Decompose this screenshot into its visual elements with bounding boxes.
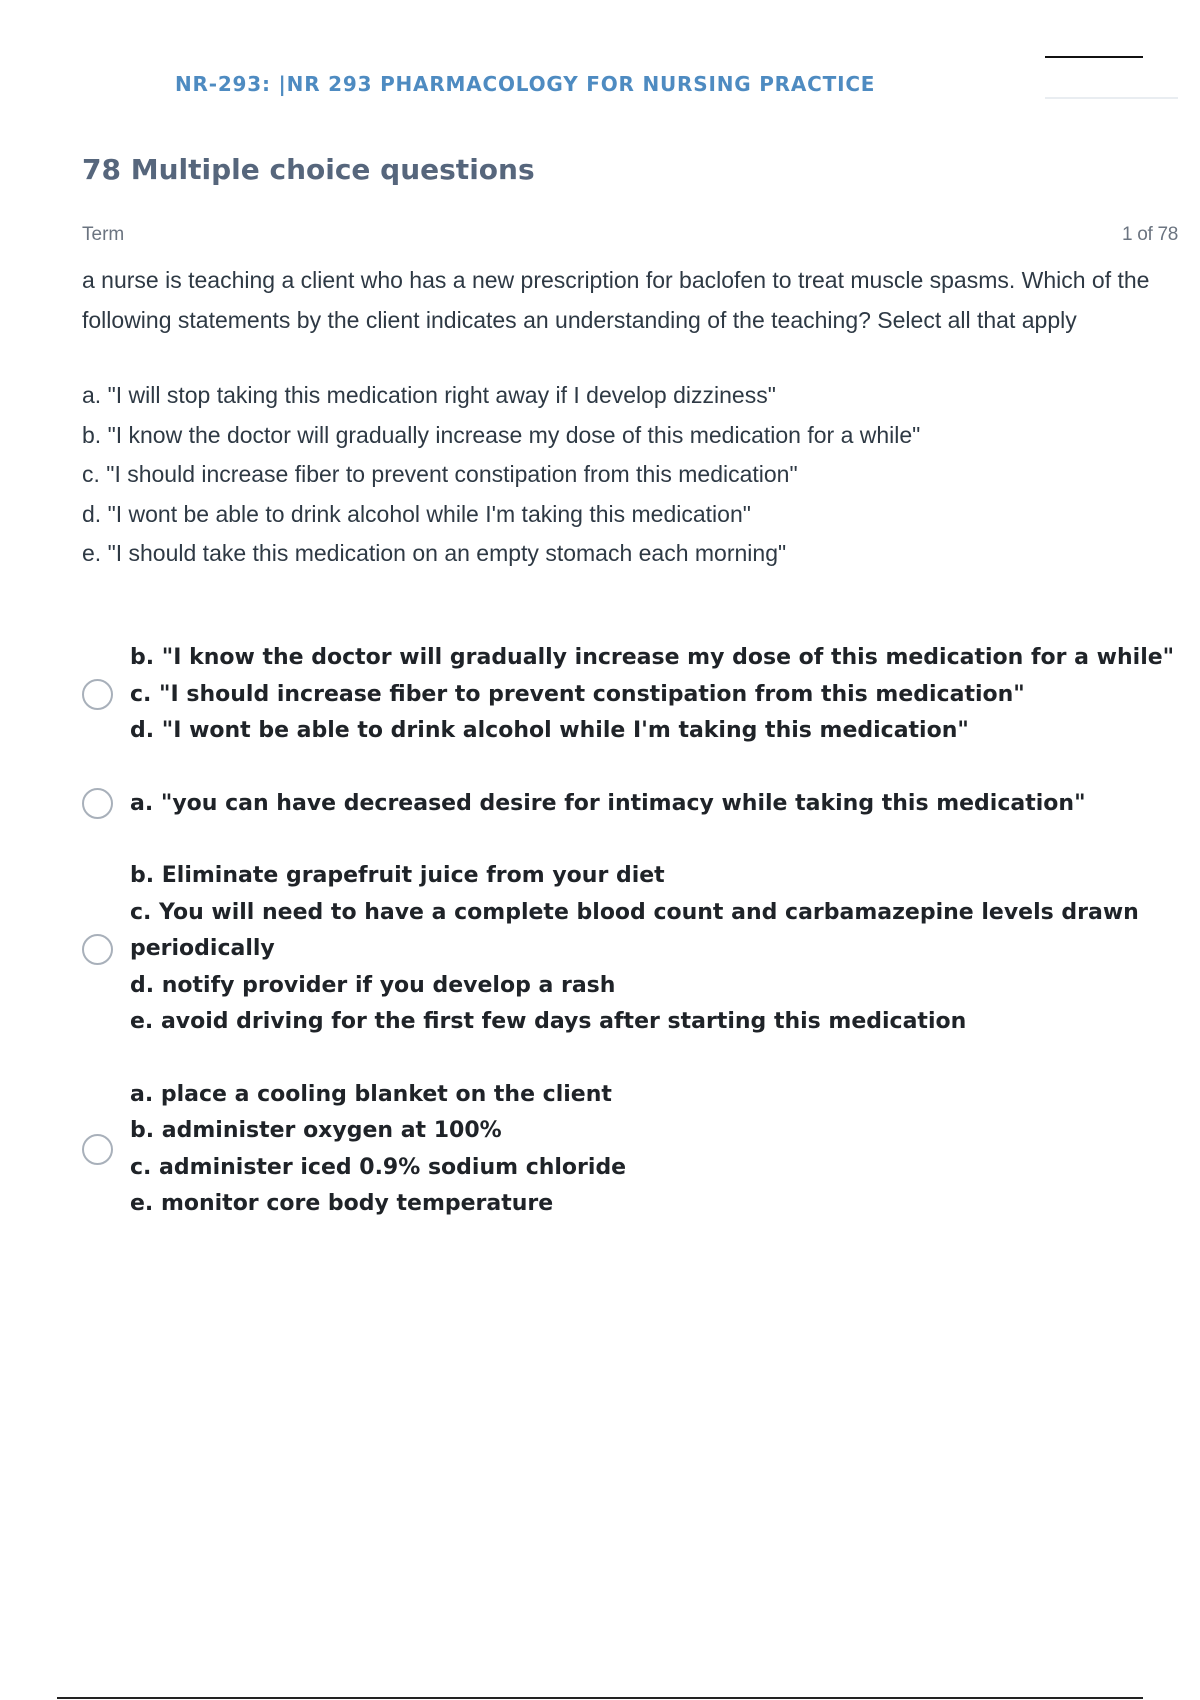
question-text: a nurse is teaching a client who has a new prescription for baclofen to treat muscle spasms. Which of the following statements by the client indicates an understanding of the teaching? Select all that apply	[82, 267, 1150, 333]
term-row	[82, 224, 1178, 254]
header-rule-faint	[1045, 97, 1178, 99]
term-label: Term	[82, 224, 125, 245]
answer-line: c. administer iced 0.9% sodium chloride	[130, 1154, 627, 1180]
answer-line: e. monitor core body temperature	[130, 1191, 554, 1216]
radio-button[interactable]	[82, 934, 113, 965]
header-rule	[1045, 56, 1143, 58]
radio-button[interactable]	[82, 788, 113, 819]
choice-item: c. "I should increase fiber to prevent constipation from this medication"	[82, 461, 798, 487]
answer-line: periodically	[130, 936, 275, 961]
answer-line: b. "I know the doctor will gradually increase my dose of this medication for a while"	[130, 645, 1175, 670]
choice-item: d. "I wont be able to drink alcohol while I'm taking this medication"	[82, 500, 751, 527]
answer-line: b. Eliminate grapefruit juice from your diet	[130, 863, 665, 888]
answer-option-text	[130, 1077, 626, 1223]
radio-button[interactable]	[82, 679, 113, 710]
answer-line: a. place a cooling blanket on the client	[130, 1081, 612, 1107]
page-title: 78 Multiple choice questions	[82, 153, 535, 186]
answer-option-1[interactable]	[82, 640, 1175, 750]
choice-item: b. "I know the doctor will gradually increase my dose of this medication for a while"	[82, 421, 921, 448]
course-title: NR-293: |NR 293 PHARMACOLOGY FOR NURSING PRACTICE	[175, 72, 876, 96]
answer-option-4[interactable]	[82, 1077, 1172, 1223]
answer-options	[82, 640, 1175, 1259]
answer-line: d. notify provider if you develop a rash	[130, 972, 616, 998]
answer-line: b. administer oxygen at 100%	[130, 1118, 502, 1143]
choice-item: e. "I should take this medication on an empty stomach each morning"	[82, 540, 787, 566]
answer-line: d. "I wont be able to drink alcohol while I'm taking this medication"	[130, 718, 969, 743]
answer-option-text	[130, 640, 1174, 750]
footer-rule	[57, 1697, 1143, 1699]
choice-list	[82, 376, 1178, 574]
question-counter: 1 of 78	[1121, 224, 1178, 245]
answer-line: e. avoid driving for the first few days after starting this medication	[130, 1009, 967, 1034]
answer-line: c. You will need to have a complete blood count and carbamazepine levels drawn	[130, 899, 1139, 925]
answer-option-text	[130, 858, 1139, 1041]
answer-option-text	[130, 786, 1086, 823]
radio-button[interactable]	[82, 1134, 113, 1165]
answer-option-2[interactable]	[82, 786, 1172, 823]
flashcard	[82, 224, 1178, 590]
choice-item: a. "I will stop taking this medication right away if I develop dizziness"	[82, 382, 776, 408]
answer-line: c. "I should increase fiber to prevent constipation from this medication"	[130, 681, 1025, 707]
answer-line: a. "you can have decreased desire for intimacy while taking this medication"	[130, 790, 1086, 816]
answer-option-3[interactable]	[82, 858, 1172, 1041]
